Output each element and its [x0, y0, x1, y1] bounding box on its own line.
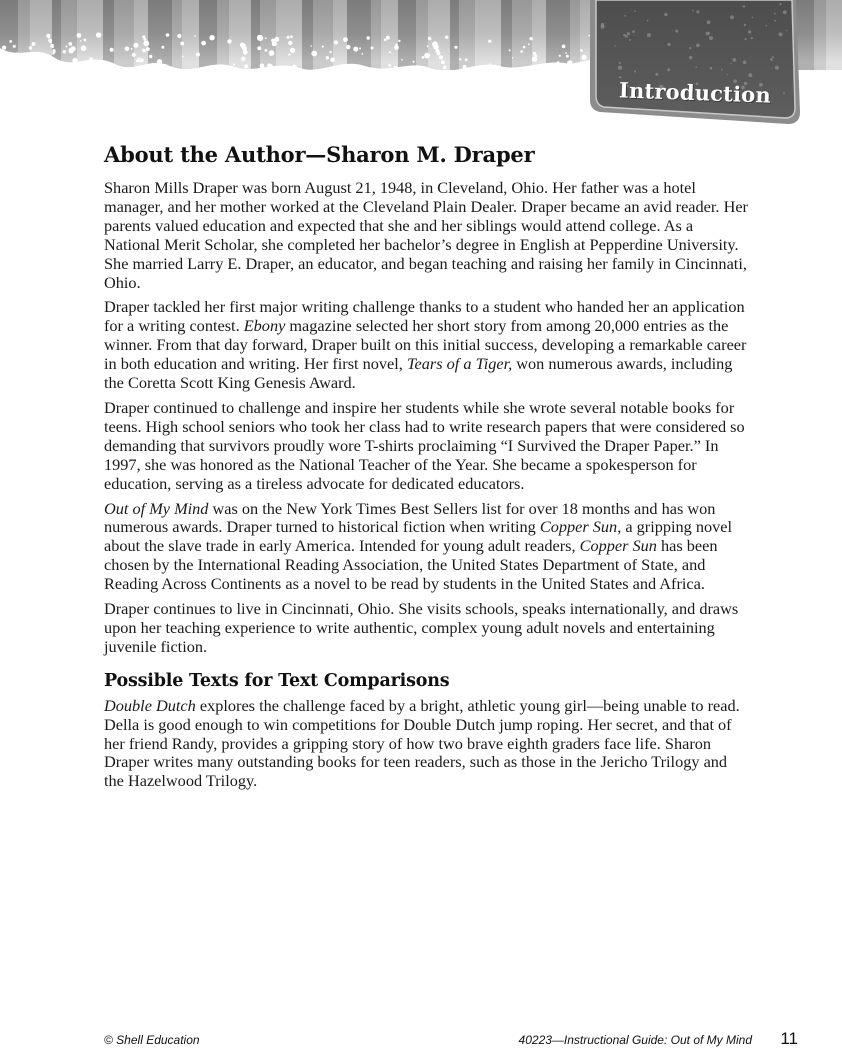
italic-title: Double Dutch: [104, 695, 196, 715]
page-footer: [104, 1031, 798, 1051]
body-paragraph: Draper continued to challenge and inspire her students while she wrote several notable books for teens. High school seniors who took her class had to write research papers that were considered so demanding that survivors proudly wore T-shirts proclaiming “I Survived the Draper Paper.” In 1997, she was honored as the National Teacher of the Year. She became a spokesperson for education, serving as a tireless advocate for dedicated educators.: [104, 397, 745, 493]
main-content: [104, 142, 748, 797]
section-tab-badge: [590, 0, 804, 128]
body-paragraph: Out of My Mind was on the New York Times Best Sellers list for over 18 months and has won numerous awards. Draper turned to historical fiction when writing Copper Sun, a gripping novel about the slave trade in early America. Intended for young adult readers, Copper Sun has been chosen by the International Reading Association, the United States Department of State, and Reading Across Continents as a novel to be read by students in the United States and Africa.: [104, 498, 733, 594]
text-comparisons-section: [104, 697, 748, 792]
footer-publisher: © Shell Education: [104, 1033, 200, 1047]
body-paragraph: Draper continues to live in Cincinnati, Ohio. She visits schools, speaks internationally, and draws upon her teaching experience to write authentic, complex young adult novels and entertaining juvenile fiction.: [104, 599, 739, 656]
italic-title: Tears of a Tiger,: [406, 354, 513, 374]
body-paragraph: Sharon Mills Draper was born August 21, 1948, in Cleveland, Ohio. Her father was a hotel manager, and her mother worked at the Cleveland Plain Dealer. Draper became an avid reader. Her parents valued education and expected that she and her siblings would attend college. As a National Merit Scholar, she completed her bachelor’s degree in English at Pepperdine University. She married Larry E. Draper, an educator, and began teaching and raising her family in Cincinnati, Ohio.: [104, 178, 748, 292]
footer-guide-title: 40223—Instructional Guide: Out of My Mind: [518, 1033, 752, 1047]
body-paragraph: Draper tackled her first major writing challenge thanks to a student who handed her an application for a writing contest. Ebony magazine selected her short story from among 20,000 entries as the winner. From that day forward, Draper built on this initial success, developing a remarkable career in both education and writing. Her first novel, Tears of a Tiger, won numerous awards, including the Coretta Scott King Genesis Award.: [104, 297, 747, 393]
section-heading: Possible Texts for Text Comparisons: [104, 670, 450, 691]
italic-title: Copper Sun,: [539, 517, 622, 537]
page-number: 11: [780, 1029, 798, 1048]
italic-title: Copper Sun: [579, 536, 657, 556]
italic-title: Out of My Mind: [104, 498, 209, 518]
author-biography: [104, 179, 748, 657]
italic-title: Ebony: [243, 316, 286, 336]
page-title: About the Author—Sharon M. Draper: [104, 142, 535, 167]
body-paragraph: Double Dutch explores the challenge faced by a bright, athletic young girl—being unable to read. Della is good enough to win competitions for Double Dutch jump roping. Her secret, and that of her friend Randy, provides a gripping story of how two brave eighth graders face life. Sharon Draper writes many outstanding books for teen readers, such as those in the Jericho Trilogy and the Hazelwood Trilogy.: [104, 695, 740, 791]
section-tab-label: Introduction: [618, 77, 772, 108]
